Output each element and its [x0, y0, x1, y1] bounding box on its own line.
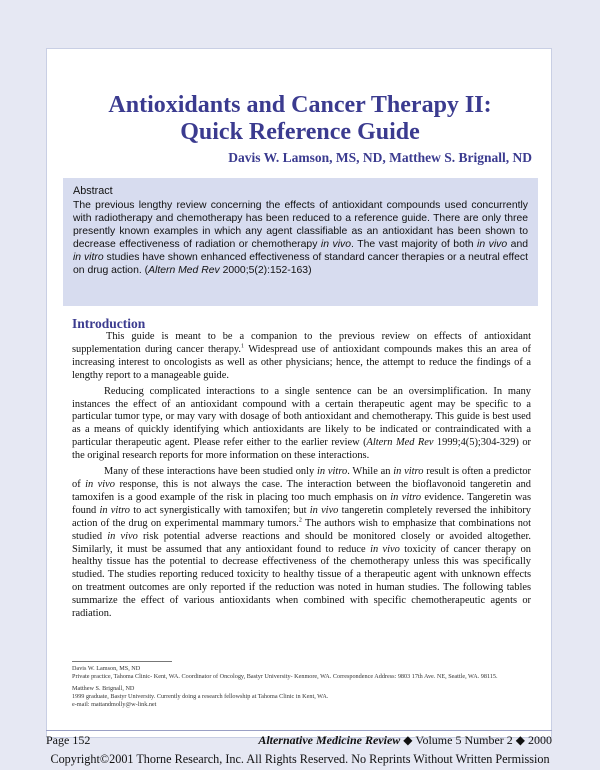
article-authors: Davis W. Lamson, MS, ND, Matthew S. Brignall, ND — [228, 150, 532, 165]
journal-name: Alternative Medicine Review — [258, 733, 401, 747]
journal-citation — [258, 733, 552, 748]
intro-paragraph-1: This guide is meant to be a companion to the previous review on effects of antioxidant supplementation during cancer therapy.$^1$ Widespread use of antioxidant compounds makes this an area of increasing interest to oncologists as well as other physicians; hence, the attempt to reduce the findings of a lengthy report to a manageable guide. — [72, 331, 531, 381]
abstract-heading: Abstract — [73, 185, 113, 197]
journal-volume: Volume 5 Number 2 — [415, 733, 513, 747]
introduction-body — [72, 331, 531, 624]
introduction-heading: Introduction — [72, 316, 146, 331]
diamond-separator-2: ◆ — [515, 733, 525, 747]
footnote-author-1-text: Private practice, Tahoma Clinic- Kent, WA. Coordinator of Oncology, Bastyr University- Kenmore, WA. Correspondence Address: 9803 17th Ave. NE, Seattle, WA. 98115. — [72, 673, 498, 680]
article-title — [60, 92, 540, 146]
footnote-author-2-text: 1999 graduate, Bastyr University. Currently doing a research fellowship at Tahoma Clinic in Kent, WA. — [72, 693, 329, 700]
page-margin-top — [0, 0, 600, 48]
footnote-author-2-name: Matthew S. Brignall, ND — [72, 685, 135, 692]
footnote-author-2-email: e-mail: mattandmolly@w-link.net — [72, 701, 157, 708]
author-footnotes — [72, 665, 531, 713]
page-number: Page 152 — [46, 733, 91, 747]
page-margin-left — [0, 0, 46, 770]
footer-divider — [46, 730, 552, 731]
journal-year: 2000 — [528, 733, 552, 747]
intro-paragraph-2: Reducing complicated interactions to a single sentence can be an oversimplification. In many instances the effect of an antioxidant compound with a certain therapeutic agent may be specific to a particular tumor type, or may vary with dosage of both antioxidant and chemotherapy. This guide is best used as a means of quickly identifying which antioxidants are likely to be indicated or contraindicated with a particular therapeutic agent. Please refer either to the earlier review (Altern Med Rev 1999;4(5);304-329) or the original research reports for more information on these interactions. — [72, 385, 532, 462]
article-title-line-2: Quick Reference Guide — [180, 119, 420, 145]
footnote-author-1-name: Davis W. Lamson, MS, ND — [72, 665, 141, 672]
footnote-divider — [72, 661, 172, 662]
copyright-notice: Copyright©2001 Thorne Research, Inc. All Rights Reserved. No Reprints Without Written Permission — [50, 752, 550, 766]
abstract-box — [63, 178, 538, 306]
article-title-line-1: Antioxidants and Cancer Therapy II: — [108, 92, 492, 118]
page-margin-right — [552, 0, 600, 770]
footnote-author-1 — [72, 665, 531, 681]
footnote-author-2 — [72, 685, 531, 709]
intro-paragraph-3: Many of these interactions have been studied only in vitro. While an in vitro result is often a predictor of in vivo response, this is not always the case. The interaction between the bioflavonoid tangeretin and tamoxifen is a good example of the risk in placing too much emphasis on in vitro evidence. Tangeretin was found in vitro to act synergistically with tamoxifen; but in vivo tangeretin completely reversed the inhibitory action of the drug on experimental mammary tumors.$^2$ The authors wish to emphasize that combinations not studied in vivo risk potential adverse reactions and should be monitored closely or avoided altogether. Similarly, it must be assumed that any antioxidant found to reduce in vivo toxicity of cancer therapy on healthy tissue has the potential to decrease effectiveness of the chemotherapy unless this was specifically studied. The studies reporting reduced toxicity to healthy tissue of a therapeutic agent with unknown effects on treatment outcomes are only reported if the reduction was noted in human studies. The following tables summarize the effect of various antioxidants when combined with specific chemotherapeutic agents or radiation. — [72, 466, 532, 620]
diamond-separator-1: ◆ — [403, 733, 413, 747]
abstract-text: The previous lengthy review concerning the effects of antioxidant compounds used concurrently with radiotherapy and chemotherapy has been reduced to a reference guide. There are only three presently known examples in which any agent classifiable as an antioxidant has been shown to decrease effectiveness of radiation or chemotherapy in vivo. The vast majority of both in vivo and in vitro studies have shown enhanced effectiveness of standard cancer therapies or a neutral effect on drug action. (Altern Med Rev 2000;5(2):152-163) — [73, 200, 528, 276]
